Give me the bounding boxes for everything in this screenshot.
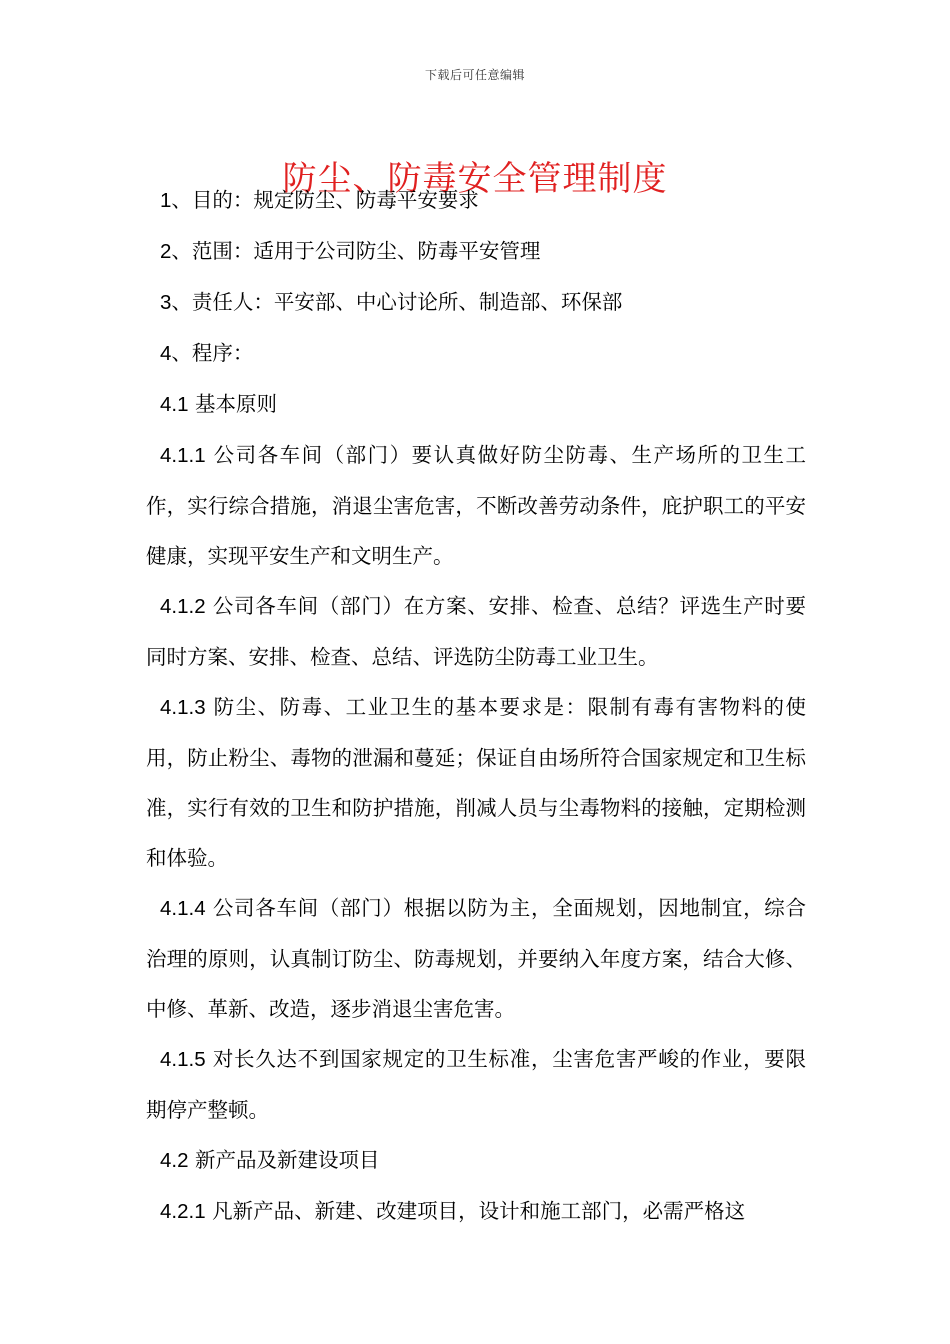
paragraph-text: 公司各车间（部门）要认真做好防尘防毒、生产场所的卫生工作，实行综合措施，消退尘害危害，不断改善劳动条件，庇护职工的平安健康，实现平安生产和文明生产。: [146, 443, 806, 568]
paragraph-responsible: [146, 277, 806, 328]
paragraph-text: 、范围：适用于公司防尘、防毒平安管理: [171, 239, 541, 263]
paragraph-4-1-4: [146, 883, 806, 1034]
section-heading-new-products: [146, 1135, 806, 1186]
paragraph-4-1-2: [146, 581, 806, 682]
paragraph-procedure: [146, 328, 806, 379]
paragraph-text: 公司各车间（部门）根据以防为主，全面规划，因地制宜，综合治理的原则，认真制订防尘、防毒规划，并要纳入年度方案，结合大修、中修、革新、改造，逐步消退尘害危害。: [146, 896, 806, 1021]
paragraph-text: 新产品及新建设项目: [188, 1148, 380, 1172]
paragraph-number: 4.1.5: [160, 1048, 206, 1071]
paragraph-text: 凡新产品、新建、改建项目，设计和施工部门，必需严格这: [205, 1199, 746, 1223]
paragraph-number: 2: [160, 240, 172, 263]
paragraph-number: 4.1.3: [160, 696, 206, 719]
paragraph-number: 4.1.4: [160, 897, 206, 920]
paragraph-number: 4.1.1: [160, 444, 206, 467]
paragraph-text: 、程序：: [171, 341, 254, 365]
document-title: 防尘、防毒安全管理制度: [282, 158, 668, 199]
paragraph-scope: [146, 226, 806, 277]
paragraph-number: 3: [160, 291, 172, 314]
paragraph-text: 防尘、防毒、工业卫生的基本要求是：限制有毒有害物料的使用，防止粉尘、毒物的泄漏和蔓延；保证自由场所符合国家规定和卫生标准，实行有效的卫生和防护措施，削减人员与尘毒物料的接触，定期检测和体验。: [146, 695, 806, 870]
paragraph-text: 公司各车间（部门）在方案、安排、检查、总结？评选生产时要同时方案、安排、检查、总结、评选防尘防毒工业卫生。: [146, 594, 806, 669]
paragraph-text: 基本原则: [188, 392, 278, 416]
paragraph-text: 、目的：规定防尘、防毒平安要求: [171, 188, 479, 212]
paragraph-text: 、责任人：平安部、中心讨论所、制造部、环保部: [171, 290, 623, 314]
paragraph-4-2-1: [146, 1186, 806, 1237]
section-heading-basic-principles: [146, 379, 806, 430]
paragraph-4-1-3: [146, 682, 806, 883]
paragraph-number: 4.1.2: [160, 595, 206, 618]
paragraph-purpose: [146, 175, 806, 226]
paragraph-number: 4: [160, 342, 172, 365]
document-body: [146, 175, 806, 1237]
paragraph-number: 4.2.1: [160, 1200, 206, 1223]
paragraph-number: 4.2: [160, 1149, 189, 1172]
paragraph-text: 对长久达不到国家规定的卫生标准，尘害危害严峻的作业，要限期停产整顿。: [146, 1047, 806, 1122]
header-note: 下载后可任意编辑: [424, 68, 525, 82]
paragraph-4-1-5: [146, 1034, 806, 1135]
paragraph-number: 1: [160, 189, 172, 212]
paragraph-4-1-1: [146, 430, 806, 581]
paragraph-number: 4.1: [160, 393, 189, 416]
